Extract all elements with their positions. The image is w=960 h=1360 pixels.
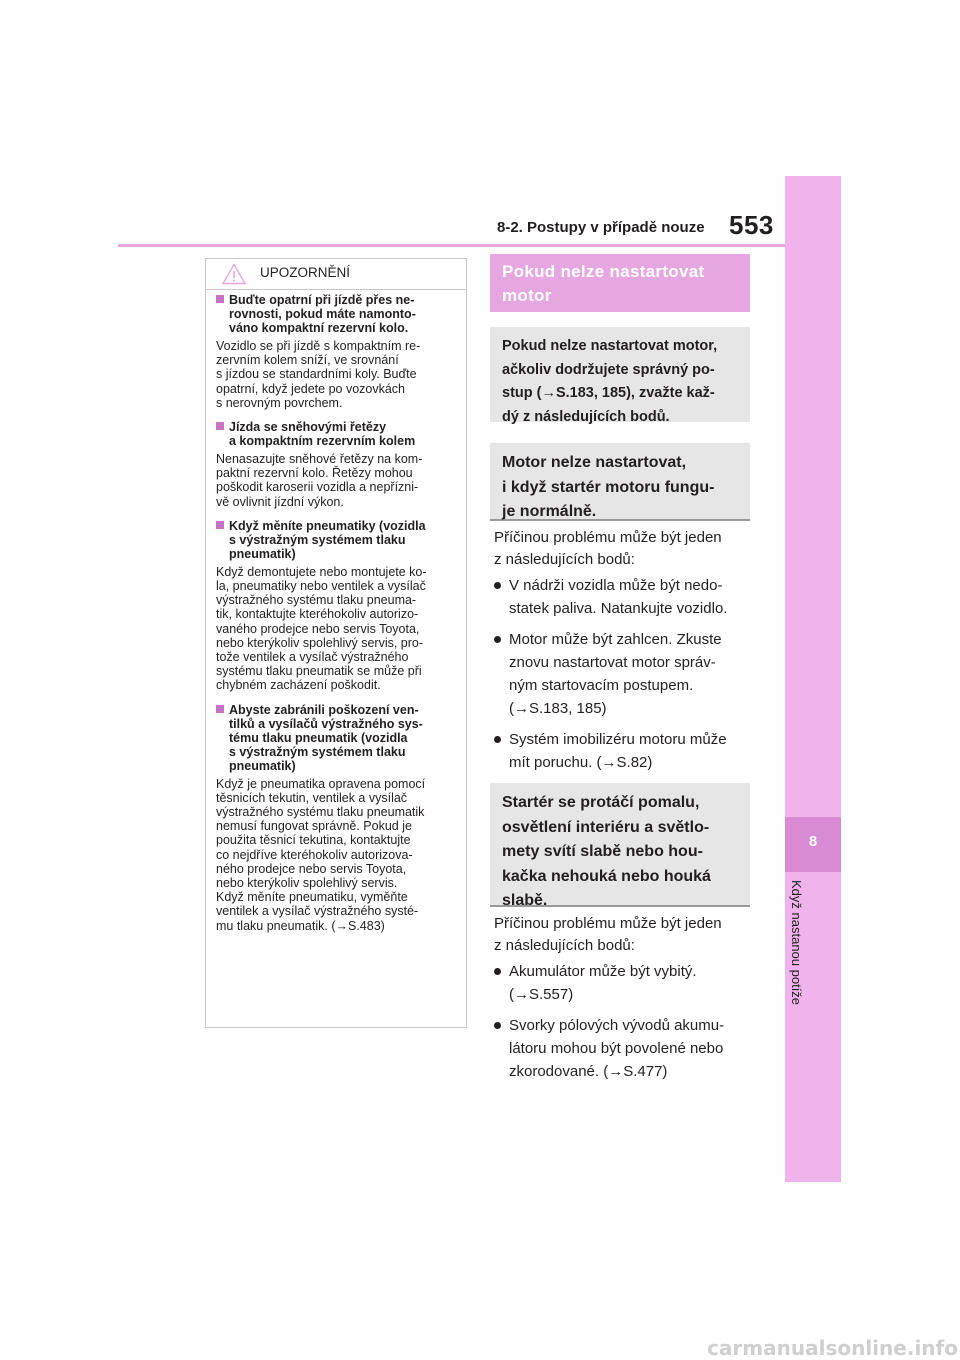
list-item [494,628,754,721]
header-divider [118,244,785,247]
caution-body [216,293,460,943]
bullet-icon [494,968,501,975]
list-item [494,728,754,775]
caution-heading-text: Buďte opatrní při jízdě přes ne- rovnosti, pokud máte namonto- váno kompaktní rezervní kolo. [229,293,416,335]
caution-item [216,519,460,693]
caution-heading-text: Když měníte pneumatiky (vozidla s výstražným systémem tlaku pneumatik) [229,518,426,561]
caution-item-text: Vozidlo se při jízdě s kompaktním re- zervním kolem sníží, ve srovnání s jízdou se standardními koly. Buďte opatrní, když jedete po vozovkách s nerovným povrchem. [216,339,421,410]
square-bullet-icon [216,521,224,529]
section-lead: Příčinou problému může být jeden z následujících bodů: [494,529,722,568]
caution-item-text: Když demontujete nebo montujete ko- la, pneumatiky nebo ventilek a vysílač výstražného systému tlaku pneuma- tik, kontaktujte kteréhokoliv autorizo- vaného prodejce nebo servis Toyota, nebo kterýkoliv spolehlivý servis, pro- tože ventilek a vysílač výstražného systému tlaku pneumatik se může při chybném zacházení poškodit. [216,564,427,693]
subheading-starter-normal: Motor nelze nastartovat, i když startér motoru fungu- je normálně. [490,443,750,521]
square-bullet-icon [216,705,224,713]
chapter-title-vertical: Když nastanou potíže [789,880,804,1006]
list-item-text: Motor může být zahlcen. Zkuste znovu nastartovat motor správ- ným startovacím postupem. (→S.183, 185) [509,630,722,718]
bullet-icon [494,636,501,643]
caution-box [205,258,467,1028]
caution-heading-text: Abyste zabránili poškození ven- tilků a vysílačů výstražného sys- tému tlaku pneumatik (vozidla s výstražným systémem tlaku pneumatik) [229,702,423,773]
page-number: 553 [729,210,774,240]
list-item-text: Svorky pólových vývodů akumu- látoru mohou být povolené nebo zkorodované. (→S.477) [509,1016,725,1081]
caution-header [206,259,466,290]
square-bullet-icon [216,422,224,430]
section-title: 8-2. Postupy v případě nouze [497,219,705,236]
subheading-starter-slow: Startér se protáčí pomalu, osvětlení interiéru a světlo- mety svítí slabě nebo hou- kačka nehouká nebo houká slabě. [490,783,750,907]
list-item [494,1014,754,1084]
list-item [494,574,754,621]
intro-box: Pokud nelze nastartovat motor, ačkoliv dodržujete správný po- stup (→S.183, 185), zvažte kaž- dý z následujících bodů. [490,327,750,422]
caution-item-heading [216,420,460,448]
caution-item [216,703,460,933]
caution-item-text: Nenasazujte sněhové řetězy na kom- paktní rezervní kolo. Řetězy mohou poškodit karoserii vozidla a nepřízni- vě ovlivnit jízdní výkon. [216,452,423,509]
caution-item-heading [216,703,460,773]
main-heading: Pokud nelze nastartovat motor [490,254,750,312]
bullet-icon [494,736,501,743]
caution-item-heading [216,293,460,335]
cause-list [494,574,754,781]
list-item-text: V nádrži vozidla může být nedo- statek paliva. Natankujte vozidlo. [509,577,728,618]
caution-item [216,293,460,410]
cause-list [494,960,754,1090]
chapter-number: 8 [808,833,818,850]
list-item-text: Akumulátor může být vybitý. (→S.557) [509,963,697,1004]
caution-heading-text: Jízda se sněhovými řetězy a kompaktním rezervním kolem [229,420,416,449]
list-item-text: Systém imobilizéru motoru může mít poruchu. (→S.82) [509,730,727,772]
caution-item-text: Když je pneumatika opravena pomocí těsnicích tekutin, ventilek a vysílač výstražného systému tlaku pneumatik nemusí fungovat správně. Pokud je použita těsnicí tekutina, kontaktujte co nejdříve kteréhokoliv autorizova- ného prodejce nebo servis Toyota, nebo kterýkoliv spolehlivý servis. Když měníte pneumatiku, vyměňte ventilek a vysílač výstražného systé- mu tlaku pneumatik. (→S.483) [216,776,426,933]
square-bullet-icon [216,295,224,303]
watermark: carmanualsonline.info [707,1336,958,1360]
warning-triangle-icon [222,263,246,285]
bullet-icon [494,1022,501,1029]
section-lead: Příčinou problému může být jeden z následujících bodů: [494,915,722,954]
caution-item-heading [216,519,460,561]
bullet-icon [494,582,501,589]
caution-label: UPOZORNĚNÍ [260,265,351,280]
caution-item [216,420,460,509]
list-item [494,960,754,1007]
